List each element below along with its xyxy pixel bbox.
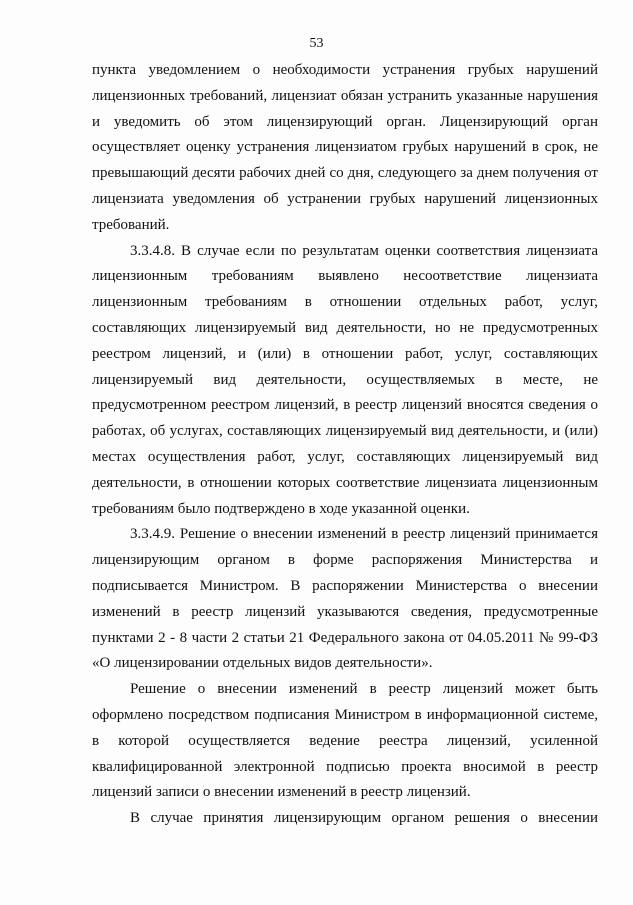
paragraph-3-3-4-9: 3.3.4.9. Решение о внесении изменений в реестр лицензий принимается лицензирующим органом в форме распоряжения Министерства и подписывается Министром. В распоряжении Министерства о внесении изменений в реестр лицензий указываются сведения, предусмотренные пунктами 2 - 8 части 2 статьи 21 Федерального закона от 04.05.2011 № 99-ФЗ «О лицензировании отдельных видов деятельности». <box>92 526 598 672</box>
paragraph-electronic-signature: Решение о внесении изменений в реестр лицензий может быть оформлено посредством подписания Министром в информационной системе, в которой осуществляется ведение реестра лицензий, усиленной квалифицированной электронной подписью проекта вносимой в реестр лицензий записи о внесении изменений в реестр лицензий. <box>92 681 598 801</box>
paragraph-3-3-4-8: 3.3.4.8. В случае если по результатам оценки соответствия лицензиата лицензионным требованиям выявлено несоответствие лицензиата лицензионным требованиям в отношении отдельных работ, услуг, составляющих лицензируемый вид деятельности, но не предусмотренных реестром лицензий, и (или) в отношении работ, услуг, составляющих лицензируемый вид деятельности, осуществляемых в месте, не предусмотренном реестром лицензий, в реестр лицензий вносятся сведения о работах, об услугах, составляющих лицензируемый вид деятельности, и (или) местах осуществления работ, услуг, составляющих лицензируемый вид деятельности, в отношении которых соответствие лицензиата лицензионным требованиям было подтверждено в ходе указанной оценки. <box>92 242 598 517</box>
paragraph-continued-next-page: В случае принятия лицензирующим органом решения о внесении <box>130 810 598 827</box>
paragraph-continuation: пункта уведомлением о необходимости устранения грубых нарушений лицензионных требований, лицензиат обязан устранить указанные нарушения и уведомить об этом лицензирующий орган. Лицензирующий орган осуществляет оценку устранения лицензиатом грубых нарушений в срок, не превышающий десяти рабочих дней со дня, следующего за днем получения от лицензиата уведомления об устранении грубых нарушений лицензионных требований. <box>92 62 598 233</box>
page-number: 53 <box>309 36 324 51</box>
document-body <box>92 58 598 832</box>
